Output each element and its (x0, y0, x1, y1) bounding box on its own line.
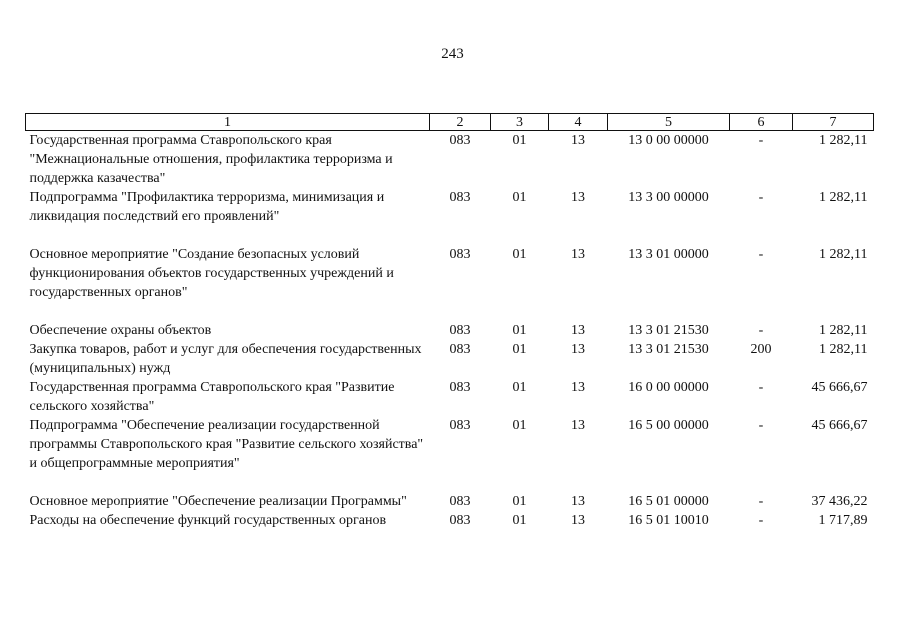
row-target: 16 5 01 10010 (628, 513, 709, 528)
row-section: 01 (512, 380, 527, 395)
column-header: 7 (793, 114, 874, 131)
row-section: 01 (512, 247, 527, 262)
row-section: 01 (512, 494, 527, 509)
row-target: 16 0 00 00000 (628, 380, 709, 395)
row-subsection: 13 (571, 190, 585, 205)
row-name: Подпрограмма "Обеспечение реализации государственной программы Ставропольского края "Развитие сельского хозяйства" и общепрограммные мероприятия" (29, 418, 424, 471)
row-type: - (758, 380, 764, 395)
row-subsection: 13 (571, 133, 585, 148)
column-header: 6 (730, 114, 793, 131)
row-name: Государственная программа Ставропольского края "Развитие сельского хозяйства" (29, 380, 395, 414)
table-row (26, 492, 874, 511)
row-subsection: 13 (571, 342, 585, 357)
row-amount: 45 666,67 (811, 380, 868, 395)
row-type: 200 (750, 342, 772, 357)
row-amount: 1 282,11 (819, 342, 868, 357)
row-ministry: 083 (449, 418, 471, 433)
table-row (26, 340, 874, 378)
row-ministry: 083 (449, 190, 471, 205)
row-amount: 1 282,11 (819, 323, 868, 338)
row-subsection: 13 (571, 494, 585, 509)
row-section: 01 (512, 418, 527, 433)
row-target: 16 5 00 00000 (628, 418, 709, 433)
row-target: 16 5 01 00000 (628, 494, 709, 509)
row-amount: 37 436,22 (811, 494, 868, 509)
row-subsection: 13 (571, 513, 585, 528)
row-name: Основное мероприятие "Создание безопасных условий функционирования объектов государственных учреждений и государственных органов" (29, 247, 394, 300)
table-row (26, 416, 874, 492)
row-type: - (758, 513, 764, 528)
table-header-row (26, 114, 874, 131)
budget-table (25, 113, 874, 530)
column-header: 3 (491, 114, 549, 131)
column-header: 1 (26, 114, 430, 131)
row-name: Закупка товаров, работ и услуг для обеспечения государственных (муниципальных) нужд (29, 342, 422, 376)
row-subsection: 13 (571, 247, 585, 262)
row-type: - (758, 494, 764, 509)
row-subsection: 13 (571, 323, 585, 338)
row-section: 01 (512, 513, 527, 528)
row-section: 01 (512, 133, 527, 148)
row-ministry: 083 (449, 133, 471, 148)
row-subsection: 13 (571, 418, 585, 433)
row-ministry: 083 (449, 342, 471, 357)
row-section: 01 (512, 190, 527, 205)
row-type: - (758, 418, 764, 433)
table-row (26, 378, 874, 416)
row-name: Подпрограмма "Профилактика терроризма, минимизация и ликвидация последствий его проявлений" (29, 190, 385, 224)
row-target: 13 3 01 21530 (628, 342, 709, 357)
row-ministry: 083 (449, 323, 471, 338)
row-target: 13 3 01 00000 (628, 247, 709, 262)
row-type: - (758, 190, 764, 205)
row-name: Основное мероприятие "Обеспечение реализации Программы" (29, 494, 407, 509)
row-ministry: 083 (449, 513, 471, 528)
table-row (26, 245, 874, 321)
table-row (26, 131, 874, 189)
table-row (26, 321, 874, 340)
table-row (26, 188, 874, 245)
row-name: Расходы на обеспечение функций государственных органов (29, 513, 387, 528)
table-row (26, 511, 874, 530)
row-section: 01 (512, 323, 527, 338)
row-amount: 1 282,11 (819, 190, 868, 205)
row-amount: 1 282,11 (819, 247, 868, 262)
row-ministry: 083 (449, 494, 471, 509)
row-type: - (758, 247, 764, 262)
row-amount: 1 717,89 (818, 513, 868, 528)
column-header: 2 (430, 114, 491, 131)
column-header: 5 (608, 114, 730, 131)
row-target: 13 3 00 00000 (628, 190, 709, 205)
page-number: 243 (441, 46, 464, 62)
row-type: - (758, 323, 764, 338)
row-ministry: 083 (449, 247, 471, 262)
row-type: - (758, 133, 764, 148)
row-ministry: 083 (449, 380, 471, 395)
row-target: 13 0 00 00000 (628, 133, 709, 148)
row-name: Государственная программа Ставропольского края "Межнациональные отношения, профилактика терроризма и поддержка казачества" (29, 133, 393, 186)
row-amount: 1 282,11 (819, 133, 868, 148)
row-target: 13 3 01 21530 (628, 323, 709, 338)
row-name: Обеспечение охраны объектов (29, 323, 212, 338)
row-section: 01 (512, 342, 527, 357)
row-amount: 45 666,67 (811, 418, 868, 433)
row-subsection: 13 (571, 380, 585, 395)
column-header: 4 (549, 114, 608, 131)
